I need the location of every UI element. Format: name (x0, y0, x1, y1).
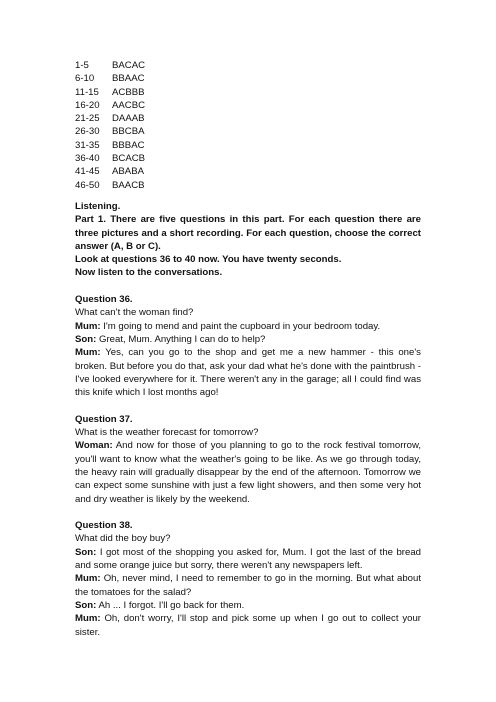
dialogue-text: Oh, don't worry, I'll stop and pick some up when I go out to collect your sister. (75, 613, 421, 638)
spacer (75, 506, 421, 519)
dialogue-line (75, 599, 421, 612)
spacer (75, 280, 421, 293)
question-title: Question 38. (75, 520, 133, 532)
question-prompt: What is the weather forecast for tomorrow? (75, 427, 259, 439)
answer-letters: ACBBB (112, 86, 145, 98)
dialogue-line (75, 572, 421, 599)
speaker-colon: : (109, 440, 113, 452)
answer-row (75, 59, 145, 72)
listen-instruction: Now listen to the conversations. (75, 267, 223, 279)
speaker-colon: : (97, 573, 101, 585)
question-block (75, 293, 421, 399)
answer-letters: BCACB (112, 153, 146, 165)
dialogue-text: Yes, can you go to the shop and get me a new hammer - this one's broken. But before you do that, ask your dad what he's done with the paintbrush - I've looked everywhere for it. There weren't any in the garage; all I could find was this knife which I lost months ago! (75, 347, 421, 399)
answer-letters: BBBAC (112, 139, 145, 151)
answer-row (75, 139, 145, 152)
answer-row (75, 72, 145, 85)
question-prompt: What can’t the woman find? (75, 307, 194, 319)
dialogue-line (75, 346, 421, 399)
speaker-colon: : (93, 546, 97, 558)
speaker-name: Mum (75, 320, 98, 332)
part-instructions: Part 1. There are five questions in this part. For each question there are three pictures and a short recording. For each question, choose the correct answer (A, B or C). (75, 214, 421, 252)
answer-letters: BBAAC (112, 73, 145, 85)
answer-range: 41-45 (75, 166, 100, 178)
answer-key (75, 59, 145, 192)
speaker-name: Mum (75, 573, 98, 585)
dialogue-text: I got most of the shopping you asked for, Mum. I got the last of the bread and some orange juice but sorry, there weren't any newspapers left. (75, 546, 421, 572)
answer-range: 36-40 (75, 153, 100, 165)
dialogue-line (75, 612, 421, 639)
answer-range: 16-20 (75, 99, 100, 111)
speaker-name: Mum (75, 347, 98, 359)
answer-range: 46-50 (75, 179, 100, 191)
speaker-colon: : (97, 320, 101, 332)
answer-letters: BBCBA (112, 126, 145, 138)
answer-range: 6-10 (75, 73, 95, 85)
dialogue-text: Oh, never mind, I need to remember to go in the morning. But what about the tomatoes for the salad? (75, 573, 422, 598)
dialogue-line (75, 546, 421, 573)
dialogue-text: I'm going to mend and paint the cupboard in your bedroom today. (103, 320, 381, 332)
dialogue-text: Great, Mum. Anything I can do to help? (99, 333, 266, 345)
answer-letters: AACBC (112, 99, 146, 111)
question-title: Question 36. (75, 294, 133, 306)
dialogue-line (75, 439, 421, 505)
answer-letters: ABABA (112, 166, 144, 178)
speaker-name: Son (75, 546, 94, 558)
answer-range: 26-30 (75, 126, 100, 138)
speaker-name: Woman (75, 440, 110, 452)
speaker-name: Mum (75, 613, 98, 625)
section-heading: Listening. (75, 201, 121, 212)
answer-row (75, 152, 145, 165)
answer-row (75, 99, 145, 112)
speaker-colon: : (97, 347, 101, 359)
speaker-colon: : (93, 599, 97, 611)
speaker-colon: : (93, 333, 97, 345)
answer-row (75, 112, 145, 125)
question-prompt: What did the boy buy? (75, 533, 171, 545)
dialogue-text: Ah ... I forgot. I'll go back for them. (98, 599, 245, 611)
answer-row (75, 165, 145, 178)
answer-range: 21-25 (75, 113, 100, 125)
question-block (75, 413, 421, 506)
listening-section (75, 200, 421, 639)
answer-range: 31-35 (75, 139, 100, 151)
speaker-colon: : (97, 613, 101, 625)
answer-row (75, 125, 145, 138)
answer-letters: BACAC (112, 60, 146, 71)
answer-range: 11-15 (75, 86, 99, 98)
speaker-name: Son (75, 599, 94, 611)
answer-row (75, 86, 145, 99)
spacer (75, 399, 421, 412)
speaker-name: Son (75, 333, 94, 345)
dialogue-line (75, 333, 421, 346)
answer-range: 1-5 (75, 60, 89, 71)
dialogue-text: And now for those of you planning to go to the rock festival tomorrow, you'll want to know what the weather's going to be like. As we go through today, the heavy rain will gradually disappear by the end of the afternoon. Tomorrow we can expect some sunshine with just a few light showers, and then some very hot and dry weather is likely by the weekend. (75, 440, 422, 505)
question-title: Question 37. (75, 413, 133, 425)
answer-letters: DAAAB (112, 113, 145, 125)
dialogue-line (75, 320, 421, 333)
question-block (75, 519, 421, 639)
look-instruction: Look at questions 36 to 40 now. You have twenty seconds. (75, 254, 342, 266)
answer-letters: BAACB (112, 179, 145, 191)
answer-row (75, 179, 145, 192)
